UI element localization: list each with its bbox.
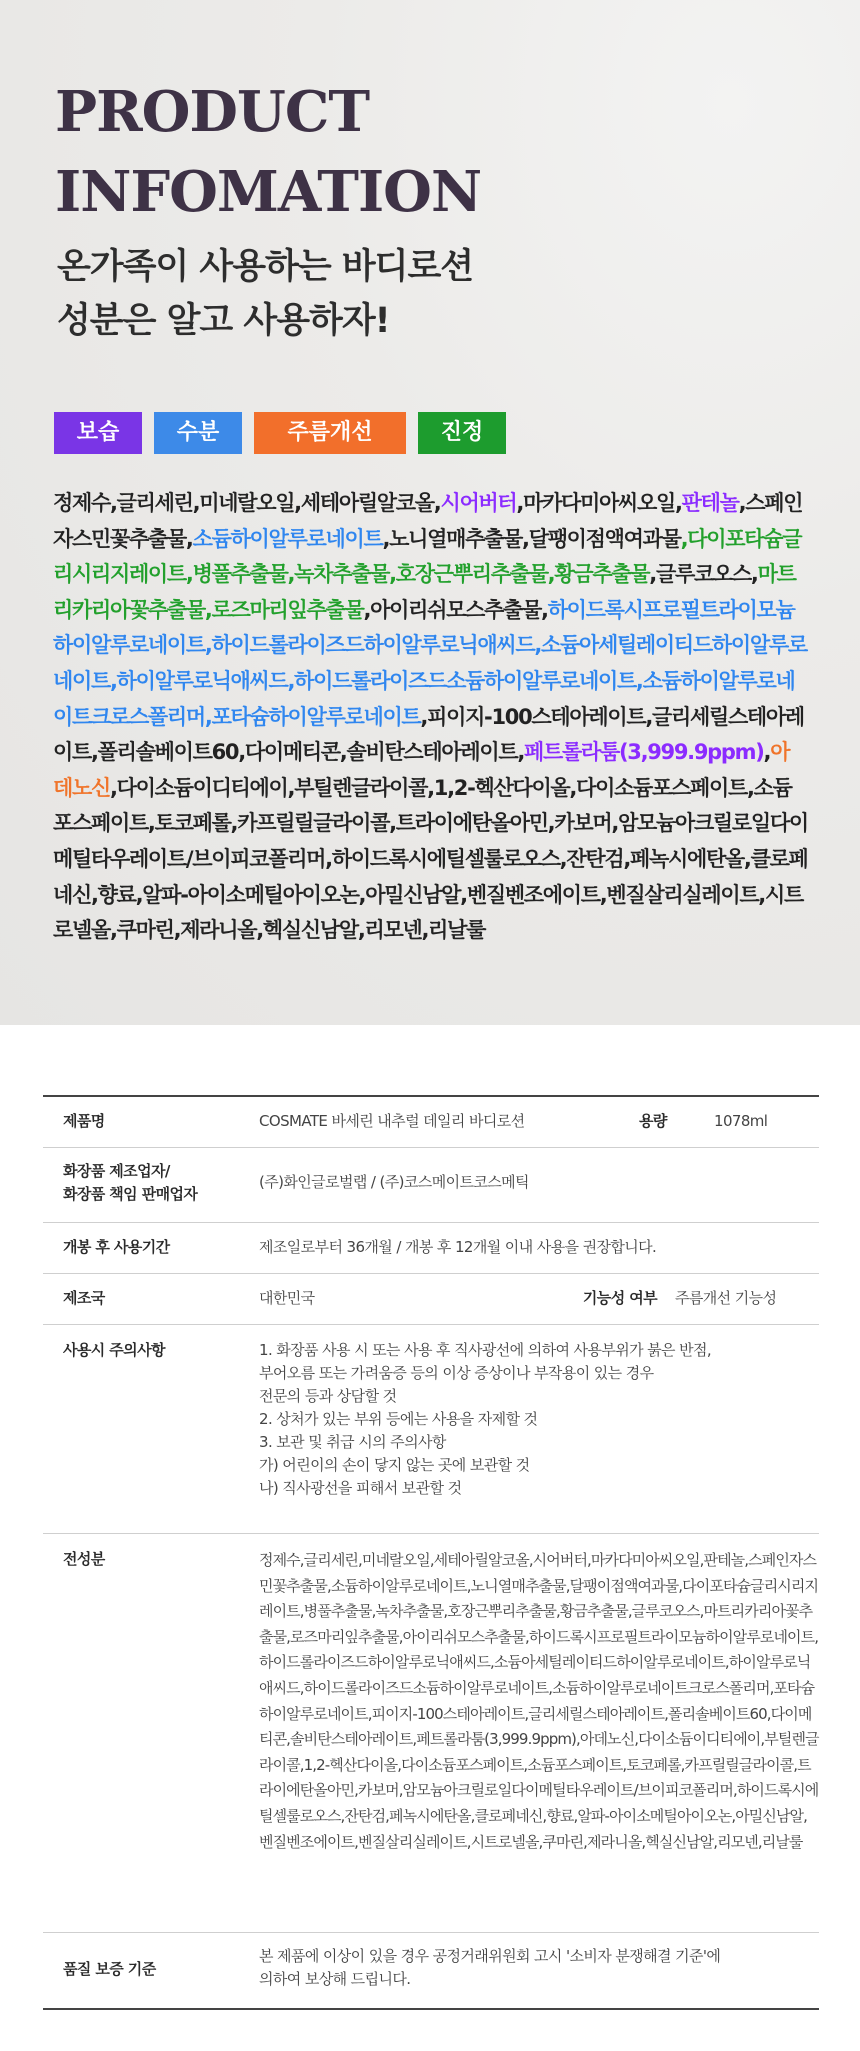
caution-label: 사용시 주의사항 [63, 1341, 165, 1359]
ingredient-moisture: 시어버터 [440, 491, 517, 515]
product-info-hero [0, 0, 860, 1025]
manufacturer-value: (주)화인글로벌랩 / (주)코스메이트코스메틱 [259, 1173, 529, 1191]
row-all-ingredients [43, 1534, 819, 1933]
row-usage-period [43, 1223, 819, 1274]
feature-badges [54, 412, 506, 454]
row-quality-standard [43, 1933, 819, 2010]
manufacturer-label: 화장품 제조업자/ 화장품 책임 판매업자 [63, 1162, 198, 1203]
quality-value: 본 제품에 이상이 있을 경우 공정거래위원회 고시 '소비자 분쟁해결 기준'에 의하여 보상해 드립니다. [259, 1947, 721, 1988]
functional-label: 기능성 여부 [582, 1289, 657, 1307]
page-title [55, 72, 481, 232]
usage-period-value: 제조일로부터 36개월 / 개봉 후 12개월 이내 사용을 권장합니다. [259, 1238, 657, 1256]
product-info-table [43, 1095, 819, 2010]
product-name-value: COSMATE 바세린 내추럴 데일리 바디로션 [259, 1112, 525, 1130]
badge-moisture: 보습 [54, 412, 142, 454]
ingredient-soothing: 마트리카리아꽃추출물,로즈마리잎추출물 [53, 562, 796, 622]
ingredient-text: 정제수,글리세린,미네랄오일,세테아릴알코올, [53, 491, 441, 515]
row-manufacturer [43, 1148, 819, 1223]
ingredient-text: ,노니열매추출물,달팽이점액여과물 [382, 526, 681, 551]
country-value: 대한민국 [259, 1289, 315, 1307]
subtitle-line-1: 온가족이 사용하는 바디로션 [57, 247, 474, 287]
all-ingredients-value: 정제수,글리세린,미네랄오일,세테아릴알코올,시어버터,마카다미아씨오일,판테놀,스페인자스민꽃추출물,소듐하이알루로네이트,노니열매추출물,달팽이점액여과물,다이포타슘글리시리지레이트,병풀추출물,녹차추출물,호장근뿌리추출물,황금추출물,글루코오스,마트리카리아꽃추출물,로즈마리잎추출물,아이리쉬모스추출물,하이드록시프로필트라이모늄하이알루로네이트,하이드롤라이즈드하이알루로닉애씨드,소듐아세틸레이티드하이알루로네이트,하이알루로닉애씨드,하이드롤라이즈드소듐하이알루로네이트,소듐하이알루로네이트크로스폴리머,포타슘하이알루로네이트,피이지-100스테아레이트,글리세릴스테아레이트,폴리솔베이트60,다이메티콘,솔비탄스테아레이트,페트롤라툼(3,999.9ppm),아데노신,다이소듐이디티에이,부틸렌글라이콜,1,2-헥산다이올,다이소듐포스페이트,소듐포스페이트,토코페롤,카프릴릴글라이콜,트라이에탄올아민,카보머,암모늄아크릴로일다이메틸타우레이트/브이피코폴리머,하이드록시에틸셀룰로오스,잔탄검,페녹시에탄올,클로페네신,향료,알파-아이소메틸아이오논,아밀신남알,벤질벤조에이트,벤질살리실레이트,시트로넬올,쿠마린,제라니올,헥실신남알,리모넨,리날룰 [259, 1551, 819, 1851]
badge-hydration: 수분 [154, 412, 242, 454]
quality-label: 품질 보증 기준 [63, 1960, 156, 1978]
ingredient-moisture: 페트롤라툼(3,999.9ppm) [524, 740, 764, 765]
ingredient-text: ,글루코오스, [649, 562, 758, 587]
usage-period-label: 개봉 후 사용기간 [63, 1238, 170, 1256]
ingredient-text: ,마카다미아씨오일, [516, 491, 682, 515]
volume-value: 1078ml [714, 1112, 768, 1130]
ingredient-wrinkle-care: 아데노신 [53, 740, 790, 800]
page-subtitle [57, 240, 473, 348]
subtitle-line-2: 성분은 알고 사용하자! [57, 301, 390, 341]
row-caution [43, 1325, 819, 1534]
ingredient-text: ,다이소듐이디티에이,부틸렌글라이콜,1,2-헥산다이올,다이소듐포스페이트,소듐포스페이트,토코페롤,카프릴릴글라이콜,트라이에탄올아민,카보머,암모늄아크릴로일다이메틸타우레이트/브이피코폴리머,하이드록시에틸셀룰로오스,잔탄검,페녹시에탄올,클로페네신,향료,알파-아이소메틸아이오논,아밀신남알,벤질벤조에이트,벤질살리실레이트,시트로넬올,쿠마린,제라니올,헥실신남알,리모넨,리날룰 [53, 775, 808, 943]
ingredient-hydration: 소듐하이알루로네이트 [192, 526, 383, 551]
ingredient-moisture: 판테놀 [681, 491, 739, 515]
ingredient-hydration: 하이드록시프로필트라이모늄하이알루로네이트,하이드롤라이즈드하이알루로닉애씨드,소듐아세틸레이티드하이알루로네이트,하이알루로닉애씨드,하이드롤라이즈드소듐하이알루로네이트,소듐하이알루로네이트크로스폴리머,포타슘하이알루로네이트 [53, 597, 807, 729]
row-country [43, 1274, 819, 1325]
volume-label: 용량 [639, 1112, 667, 1130]
badge-wrinkle-care: 주름개선 [254, 412, 406, 454]
title-line-1: PRODUCT [55, 79, 370, 145]
country-label: 제조국 [63, 1289, 105, 1307]
highlighted-ingredients [53, 486, 808, 949]
ingredient-text: ,아이리쉬모스추출물, [363, 597, 548, 622]
title-line-2: INFOMATION [55, 159, 482, 225]
ingredient-soothing: ,다이포타슘글리시리지레이트,병풀추출물,녹차추출물,호장근뿌리추출물,황금추출물 [53, 526, 802, 587]
ingredient-text: ,피이지-100스테아레이트,글리세릴스테아레이트,폴리솔베이트60,다이메티콘,솔비탄스테아레이트, [53, 704, 804, 765]
product-name-label: 제품명 [63, 1112, 105, 1130]
caution-value: 1. 화장품 사용 시 또는 사용 후 직사광선에 의하여 사용부위가 붉은 반점, 부어오름 또는 가려움증 등의 이상 증상이나 부작용이 있는 경우 전문의 등과 상담할 것 2. 상처가 있는 부위 등에는 사용을 자제할 것 3. 보관 및 취급 시의 주의사항 가) 어린이의 손이 닿지 않는 곳에 보관할 것 나) 직사광선을 피해서 보관할 것 [259, 1341, 712, 1497]
functional-value: 주름개선 기능성 [675, 1289, 777, 1307]
all-ingredients-label: 전성분 [63, 1550, 105, 1568]
row-product-name [43, 1096, 819, 1148]
ingredient-text: ,스페인자스민꽃추출물, [53, 491, 803, 551]
badge-soothing: 진정 [418, 412, 506, 454]
ingredient-text: , [763, 740, 771, 765]
